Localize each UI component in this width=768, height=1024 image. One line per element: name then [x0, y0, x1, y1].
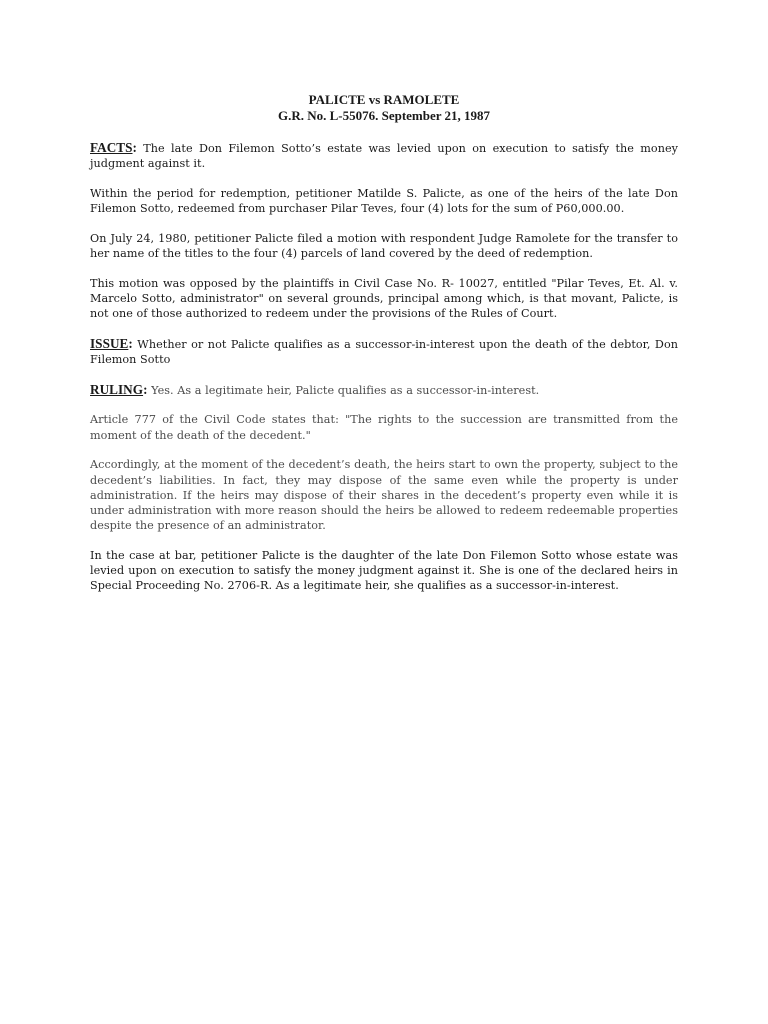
issue-text: Whether or not Palicte qualifies as a successor-in-interest upon the death of the debtor, Don Filemon Sotto: [90, 337, 678, 367]
case-title: PALICTE vs RAMOLETE: [308, 92, 460, 107]
facts-paragraph: [90, 140, 678, 171]
facts-paragraph-motion: On July 24, 1980, petitioner Palicte filed a motion with respondent Judge Ramolete for the transfer to her name of the titles to the four (4) parcels of land covered by the deed of redemption.: [90, 231, 678, 261]
issue-paragraph: [90, 336, 678, 367]
issue-label: ISSUE: [90, 335, 129, 351]
facts-label: FACTS: [90, 140, 133, 155]
facts-text: The late Don Filemon Sotto’s estate was levied upon on execution to satisfy the money judgment against it.: [90, 142, 678, 171]
facts-paragraph-redemption: Within the period for redemption, petitioner Matilde S. Palicte, as one of the heirs of the late Don Filemon Sotto, redeemed from purchaser Pilar Teves, four (4) lots for the sum of P60,000.00.: [90, 186, 678, 216]
ruling-paragraph-accordingly: Accordingly, at the moment of the decedent’s death, the heirs start to own the property, subject to the decedent’s liabilities. In fact, they may dispose of the same even while the property is under administration. If the heirs may dispose of their shares in the decedent’s property even while it is under administration with more reason should the heirs be allowed to redeem redeemable properties despite the presence of an administrator.: [90, 458, 678, 533]
ruling-paragraph-article: Article 777 of the Civil Code states that: "The rights to the succession are transmitted from the moment of the death of the decedent.": [90, 413, 678, 442]
title-spacer: [90, 124, 678, 140]
ruling-colon: :: [143, 381, 148, 397]
ruling-paragraph-case-at-bar: In the case at bar, petitioner Palicte is the daughter of the late Don Filemon Sotto whose estate was levied upon on execution to satisfy the money judgment against it. She is one of the declared heirs in Special Proceeding No. 2706-R. As a legitimate heir, she qualifies as a successor-in-interest.: [90, 548, 678, 593]
issue-colon: :: [128, 335, 133, 351]
document-page: [90, 92, 678, 608]
ruling-label: RULING: [90, 381, 144, 397]
ruling-paragraph: [90, 382, 678, 398]
ruling-text: Yes. As a legitimate heir, Palicte qualifies as a successor-in-interest.: [147, 383, 540, 397]
case-citation: G.R. No. L-55076. September 21, 1987: [277, 108, 491, 123]
facts-colon: :: [132, 140, 137, 155]
facts-paragraph-opposition: This motion was opposed by the plaintiffs in Civil Case No. R- 10027, entitled "Pilar Teves, Et. Al. v. Marcelo Sotto, administrator" on several grounds, principal among which, is that movant, Palicte, is not one of those authorized to redeem under the provisions of the Rules of Court.: [90, 276, 678, 321]
